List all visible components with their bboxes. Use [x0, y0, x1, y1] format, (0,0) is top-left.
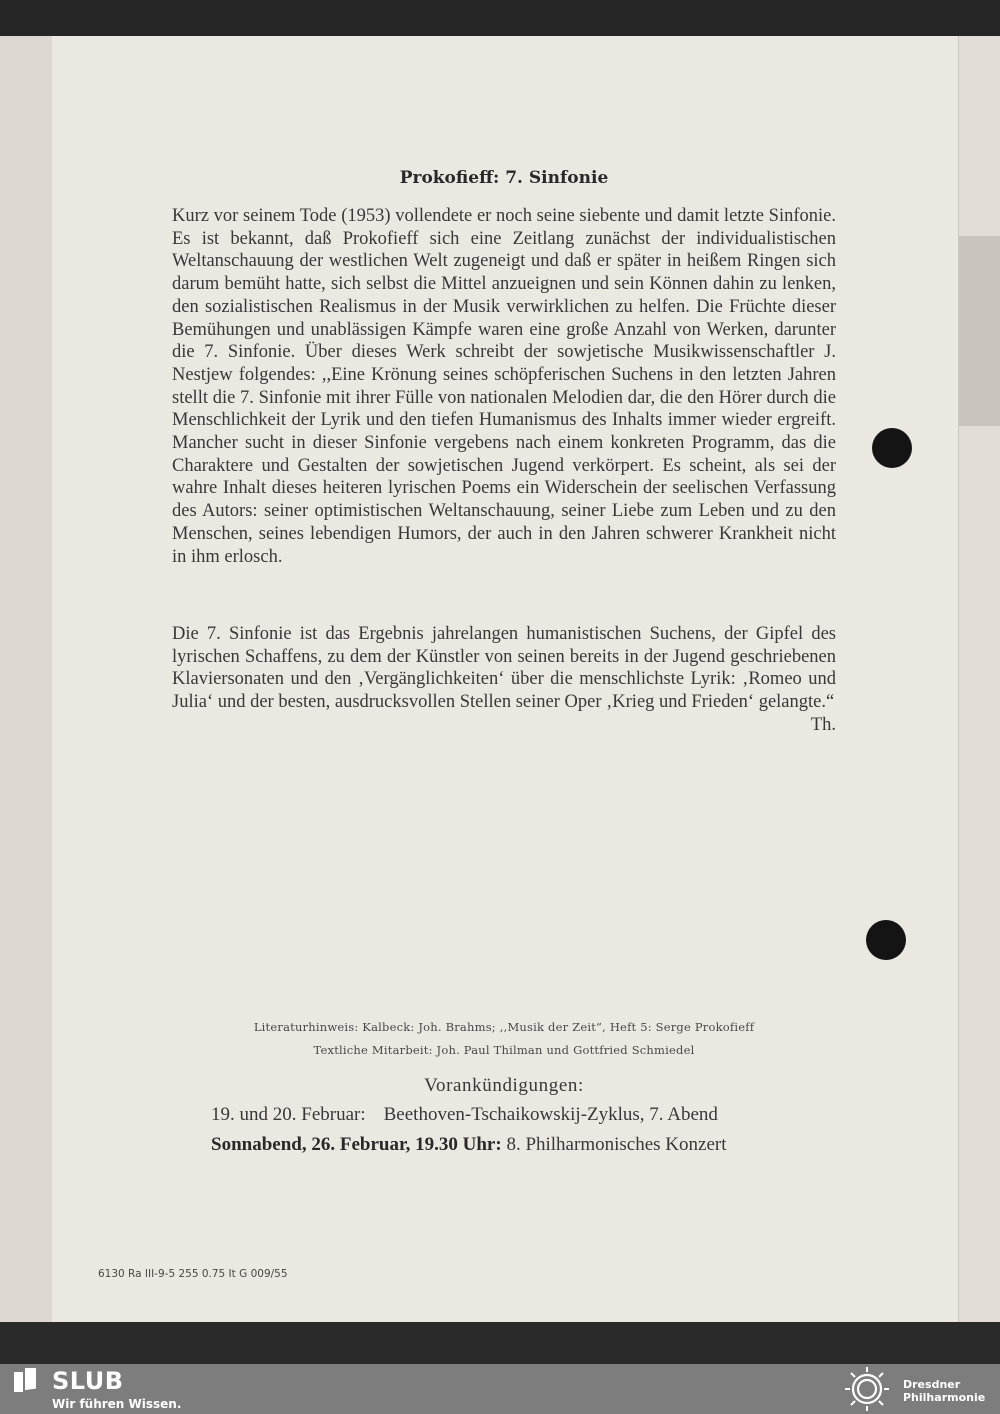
- literature-note: Literaturhinweis: Kalbeck: Joh. Brahms; ,,Musik der Zeit“, Heft 5: Serge Prokofieff: [253, 1020, 755, 1034]
- author-signature: Th.: [810, 714, 836, 735]
- announcement-date: 19. und 20. Februar:: [211, 1104, 366, 1125]
- body-paragraph-2: [172, 623, 836, 737]
- slub-tagline: Wir führen Wissen.: [52, 1397, 182, 1411]
- punch-hole: [872, 428, 912, 468]
- paragraph-2-text: Die 7. Sinfonie ist das Ergebnis jahrelangen humanistischen Suchens, der Gipfel des lyrischen Schaffens, zu dem der Künstler von seinen bereits in der Jugend geschriebenen Klaviersonaten und den ‚Vergänglichkeiten‘ über die menschlichste Lyrik: ‚Romeo und Julia‘ und der besten, ausdrucksvollen Stellen seiner Oper ‚Krieg und Frieden‘ gelangte.“: [172, 624, 836, 713]
- announcement-event: 8. Philharmonisches Konzert: [506, 1134, 727, 1155]
- announcements-heading: Vorankündigungen:: [424, 1075, 584, 1096]
- body-paragraph-1: Kurz vor seinem Tode (1953) vollendete er noch seine siebente und damit letzte Sinfonie. Es ist bekannt, daß Prokofieff sich eine Zeitlang zunächst der individualistischen Weltanschauung der westlichen Welt zugeneigt und daß er später in heißem Ringen sich darum bemüht hatte, sich selbst die Mittel anzueignen und sein Können dahin zu lenken, den sozialistischen Realismus in der Musik verwirklichen zu helfen. Die Früchte dieser Bemühungen und unablässigen Kämpfe waren eine große Anzahl von Werken, darunter die 7. Sinfonie. Über dieses Werk schreibt der sowjetische Musikwissenschaftler J. Nestjew folgendes: ,,Eine Krönung seines schöpferischen Suchens in den letzten Jahren stellt die 7. Sinfonie mit ihrer Fülle von nationalen Melodien dar, die den Hörer durch die Menschlichkeit der Lyrik und den tiefen Humanismus des Inhalts immer wieder ergreift. Mancher sucht in dieser Sinfonie vergebens nach einem konkreten Programm, das die Charaktere und Gestalten der sowjetischen Jugend verkörpert. Es scheint, als sei der wahre Inhalt dieses heiteren lyrischen Poems ein Widerschein der seelischen Verfassung des Autors: seiner optimistischen Weltanschauung, seiner Liebe zum Leben und zu den Menschen, seines lebendigen Humors, der auch in den Jahren schwerer Krankheit nicht in ihm erlosch.: [172, 206, 836, 567]
- print-code: 6130 Ra III-9-5 255 0.75 It G 009/55: [98, 1268, 288, 1280]
- philharmonie-logo-text[interactable]: [903, 1378, 998, 1404]
- announcement-event: Beethoven-Tschaikowskij-Zyklus, 7. Abend: [383, 1104, 718, 1125]
- page-title: Prokofieff: 7. Sinfonie: [399, 168, 609, 188]
- slub-logo-text[interactable]: SLUB: [52, 1367, 124, 1395]
- adjacent-page-patch: [959, 236, 1000, 426]
- slub-logo-icon[interactable]: [12, 1368, 40, 1396]
- punch-hole: [866, 920, 906, 960]
- viewer-top-bar: [0, 0, 1000, 36]
- adjacent-page-edge: [958, 36, 1000, 1322]
- left-page-fold: [0, 36, 53, 1322]
- announcement-item: [211, 1134, 726, 1156]
- text-credit: Textliche Mitarbeit: Joh. Paul Thilman und Gottfried Schmiedel: [313, 1043, 695, 1057]
- partner-name-line-1: Dresdner: [903, 1378, 961, 1391]
- philharmonie-logo-icon[interactable]: [842, 1366, 892, 1412]
- announcement-item: [211, 1104, 718, 1126]
- partner-name-line-2: Philharmonie: [903, 1391, 986, 1404]
- announcement-date: Sonnabend, 26. Februar, 19.30 Uhr:: [211, 1134, 502, 1155]
